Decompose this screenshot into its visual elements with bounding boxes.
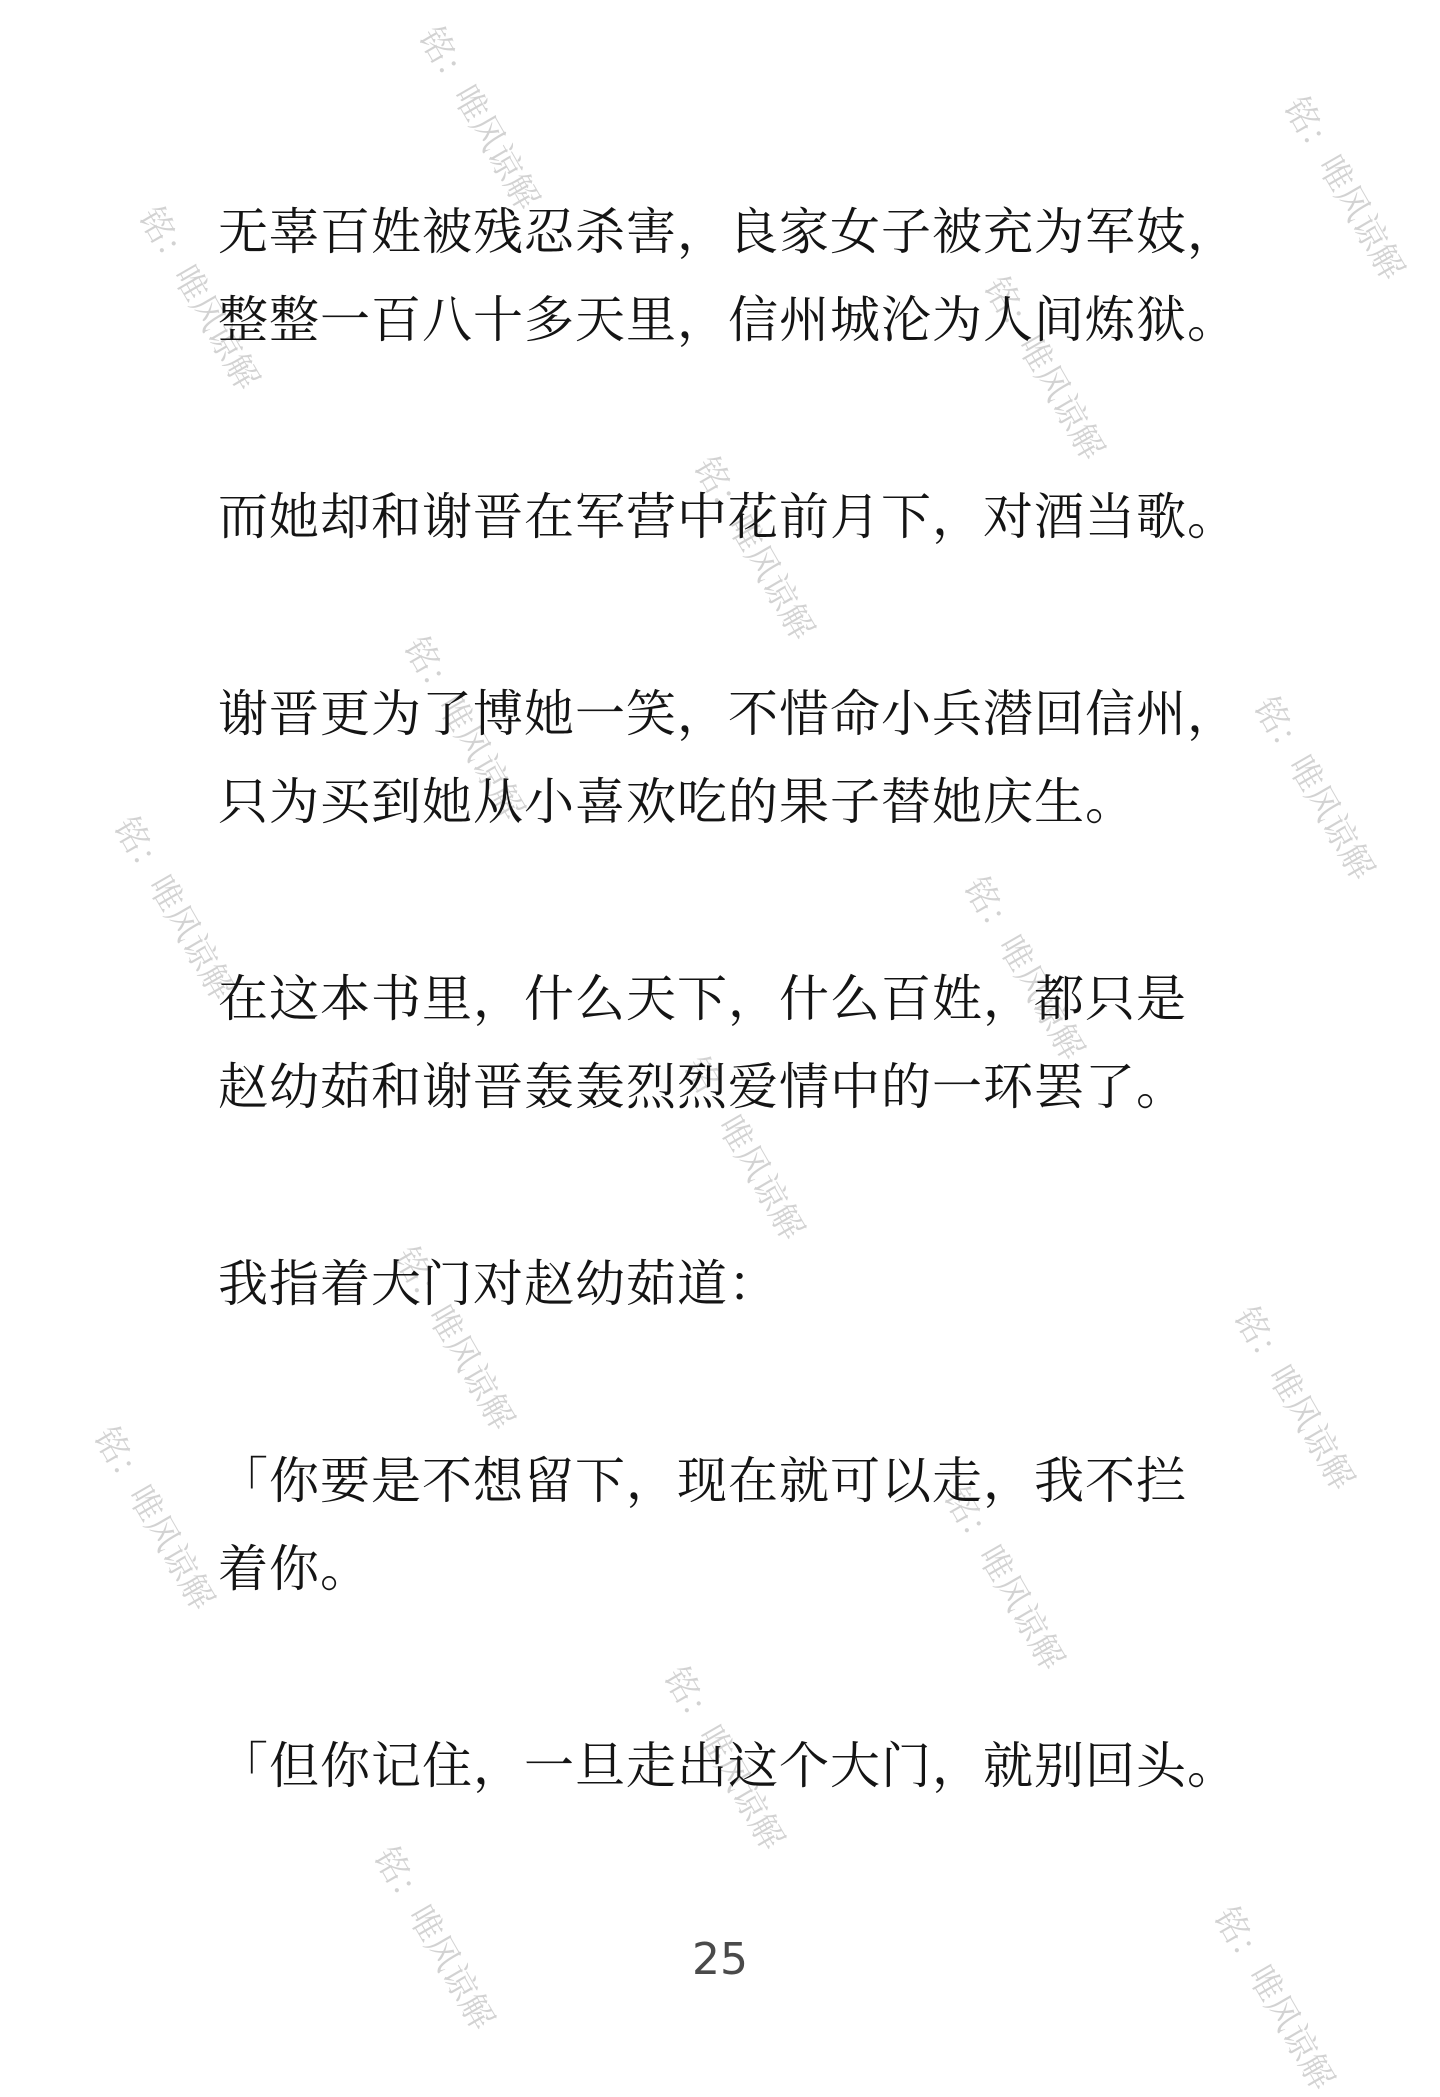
watermark-text: 铭：唯风谅解 [1225, 1300, 1362, 1497]
watermark-text: 铭：唯风谅解 [410, 20, 547, 217]
text-line: 赵幼茹和谢晋轰轰烈烈爱情中的一环罢了。 [218, 1058, 1187, 1116]
text-line: 「你要是不想留下，现在就可以走，我不拦 [218, 1452, 1187, 1510]
text-line: 我指着大门对赵幼茹道： [218, 1255, 779, 1313]
watermark-text: 铭：唯风谅解 [975, 270, 1112, 467]
paragraph [218, 473, 1268, 561]
watermark-text: 铭：唯风谅解 [105, 810, 243, 1007]
paragraph [218, 1437, 1268, 1613]
watermark-text: 铭：唯风谅解 [1205, 1900, 1342, 2097]
paragraph [218, 1722, 1268, 1810]
body-text [218, 188, 1268, 1919]
watermark-text: 铭：唯风谅解 [395, 630, 532, 827]
watermark-text: 铭：唯风谅解 [365, 1840, 502, 2037]
paragraph [218, 955, 1268, 1131]
watermark-text: 铭：唯风谅解 [935, 1480, 1072, 1677]
text-line: 整整一百八十多天里，信州城沦为人间炼狱。 [218, 291, 1238, 349]
text-line: 「但你记住，一旦走出这个大门，就别回头。 [218, 1737, 1238, 1795]
page-number: 25 [692, 1934, 748, 1985]
watermark-text: 铭：唯风谅解 [1275, 90, 1412, 287]
watermark-text: 铭：唯风谅解 [385, 1240, 522, 1437]
watermark-text: 铭：唯风谅解 [1245, 690, 1382, 887]
text-line: 而她却和谢晋在军营中花前月下，对酒当歌。 [218, 488, 1238, 546]
watermark-text: 铭：唯风谅解 [130, 200, 267, 397]
watermark-text: 铭：唯风谅解 [685, 450, 822, 647]
watermark-text: 铭：唯风谅解 [955, 870, 1092, 1067]
watermark-text: 铭：唯风谅解 [655, 1660, 792, 1857]
text-line: 无辜百姓被残忍杀害，良家女子被充为军妓， [218, 203, 1238, 261]
text-line: 在这本书里，什么天下，什么百姓，都只是 [218, 970, 1187, 1028]
watermark-text: 铭：唯风谅解 [85, 1420, 223, 1617]
watermark-text: 铭：唯风谅解 [675, 1050, 812, 1247]
text-line: 着你。 [218, 1540, 371, 1598]
text-line: 只为买到她从小喜欢吃的果子替她庆生。 [218, 773, 1136, 831]
paragraph [218, 670, 1268, 846]
text-line: 谢晋更为了博她一笑，不惜命小兵潜回信州， [218, 685, 1238, 743]
paragraph [218, 1240, 1268, 1328]
paragraph [218, 188, 1268, 364]
